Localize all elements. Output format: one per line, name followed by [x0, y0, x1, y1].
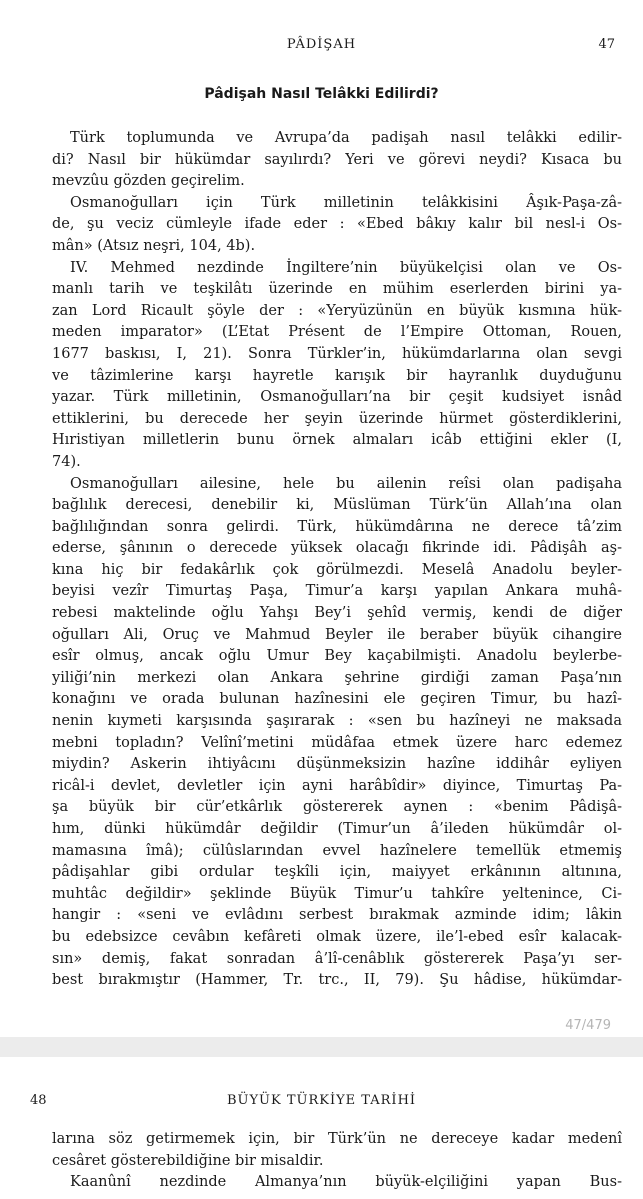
text-line: bu edebsizce cevâbın kefâreti olmak üzere, ile’l-ebed esîr kalacak-	[52, 928, 622, 945]
text-line: Hıristiyan milletlerin bunu örnek almaları icâb ettiğini ekler (I,	[52, 432, 622, 449]
text-line: larına söz getirmemek için, bir Türk’ün ne dereceye kadar medenî	[52, 1131, 622, 1147]
body-text	[52, 128, 622, 992]
page-separator	[0, 1037, 643, 1057]
text-line: mevzûu gözden geçirelim.	[52, 173, 245, 190]
text-line: ricâl-i devlet, devletler için ayni harâbîdir» diyince, Timurtaş Pa-	[52, 777, 622, 794]
running-head: PÂDİŞAH	[286, 37, 357, 52]
text-line: rebesi maktelinde oğlu Yahşı Bey’i şehîd vermiş, kendi de diğer	[52, 605, 622, 622]
text-line: mebni topladın? Velînî’metini müdâfaa etmek üzere harc edemez	[52, 734, 622, 751]
text-line: pâdişahlar gibi ordular teşkîli için, maiyyet erkânının altınına,	[52, 864, 622, 881]
text-line: muhtâc değildir» şeklinde Büyük Timur’u tahkîre yeltenince, Ci-	[52, 885, 622, 902]
text-line: şa büyük bir cür’etkârlık göstererek aynen : «benim Pâdişâ-	[52, 799, 622, 816]
page-number: 48	[30, 1093, 47, 1108]
text-line: sın» demiş, fakat sonradan â’lî-cenâblık göstererek Paşa’yı ser-	[52, 950, 622, 967]
text-line: konağını ve orada bulunan hazînesini ele geçiren Timur, bu hazî-	[52, 691, 622, 708]
text-line: hangir : «seni ve evlâdını serbest bırakmak azminde idim; lâkin	[52, 907, 622, 924]
text-line: cesâret gösterebildiğine bir misaldir.	[52, 1152, 324, 1169]
text-line: de, şu veciz cümleyle ifade eder : «Ebed bâkıy kalır bil nesl-i Os-	[52, 216, 622, 233]
section-heading: Pâdişah Nasıl Telâkki Edilirdi?	[204, 86, 439, 102]
text-line: bağlılık derecesi, denebilir ki, Müslüman Türk’ün Allah’ına olan	[52, 497, 622, 514]
text-line: 74).	[52, 453, 81, 470]
text-line: kına hiç bir fedakârlık çok görülmezdi. Meselâ Anadolu beyler-	[52, 561, 622, 578]
text-line: best bırakmıştır (Hammer, Tr. trc., II, 79). Şu hâdise, hükümdar-	[52, 972, 622, 989]
text-line: bağlılığından sonra gelirdi. Türk, hükümdârına ne derece tâ’zim	[52, 518, 622, 535]
text-line: esîr olmuş, ancak oğlu Umur Bey kaçabilmişti. Anadolu beylerbe-	[52, 648, 622, 665]
text-line: ve tâzimlerine karşı hayretle karışık bir hayranlık duyduğunu	[52, 367, 622, 384]
text-line: hım, dünki hükümdâr değildir (Timur’un â’ileden hükümdâr ol-	[52, 821, 622, 837]
text-line: Türk toplumunda ve Avrupa’da padişah nasıl telâkki edilir-	[70, 130, 622, 146]
text-line: nenin kıymeti karşısında şaşırarak : «sen bu hazîneyi ne maksada	[52, 713, 622, 730]
text-line: 1677 baskısı, I, 21). Sonra Türkler’in, hükümdarlarına olan sevgi	[52, 345, 622, 362]
text-line: Kaanûnî nezdinde Almanya’nın büyük-elçiliğini yapan Bus-	[70, 1174, 622, 1191]
text-line: meden imparator» (L’Etat Présent de l’Empire Ottoman, Rouen,	[52, 324, 622, 341]
body-text	[52, 1129, 622, 1194]
page-48	[0, 1057, 643, 1199]
text-line: oğulları Ali, Oruç ve Mahmud Beyler ile beraber büyük cihangire	[52, 626, 622, 643]
running-head: BÜYÜK TÜRKİYE TARİHİ	[226, 1093, 417, 1108]
text-line: manlı tarih ve teşkilâtı üzerinde en mühim eserlerden birini ya-	[52, 281, 622, 298]
text-line: yiliği’nin merkezi olan Ankara şehrine girdiği zaman Paşa’nın	[52, 669, 622, 686]
text-line: IV. Mehmed nezdinde İngiltere’nin büyükelçisi olan ve Os-	[70, 259, 622, 276]
text-line: Osmanoğulları için Türk milletinin telâkkisini Âşık-Paşa-zâ-	[70, 194, 622, 211]
text-line: mân» (Atsız neşri, 104, 4b).	[52, 237, 256, 254]
text-line: miydin? Askerin ihtiyâcını düşünmeksizin hazîne iddihâr eyliyen	[52, 756, 622, 773]
text-line: ettiklerini, bu derecede her şeyin üzerinde hürmet gösterdiklerini,	[52, 410, 622, 427]
text-line: yazar. Türk milletinin, Osmanoğulları’na bir çeşit kudsiyet isnâd	[52, 389, 622, 406]
text-line: zan Lord Ricault şöyle der : «Yeryüzünün en büyük kısmına hük-	[52, 302, 622, 319]
text-line: mamasına îmâ); cülûslarından evvel hazînelere temellük etmemiş	[52, 842, 622, 859]
page-counter: 47/479	[565, 1018, 611, 1033]
text-line: ederse, şânının o derecede yüksek olacağı fikrinde idi. Pâdişâh aş-	[52, 540, 622, 557]
text-line: di? Nasıl bir hükümdar sayılırdı? Yeri ve görevi neydi? Kısaca bu	[52, 151, 622, 168]
text-line: Osmanoğulları ailesine, hele bu ailenin reîsi olan padişaha	[70, 475, 622, 492]
text-line: beyisi vezîr Timurtaş Paşa, Timur’a karşı yapılan Ankara muhâ-	[52, 583, 622, 600]
page-number: 47	[598, 37, 615, 52]
